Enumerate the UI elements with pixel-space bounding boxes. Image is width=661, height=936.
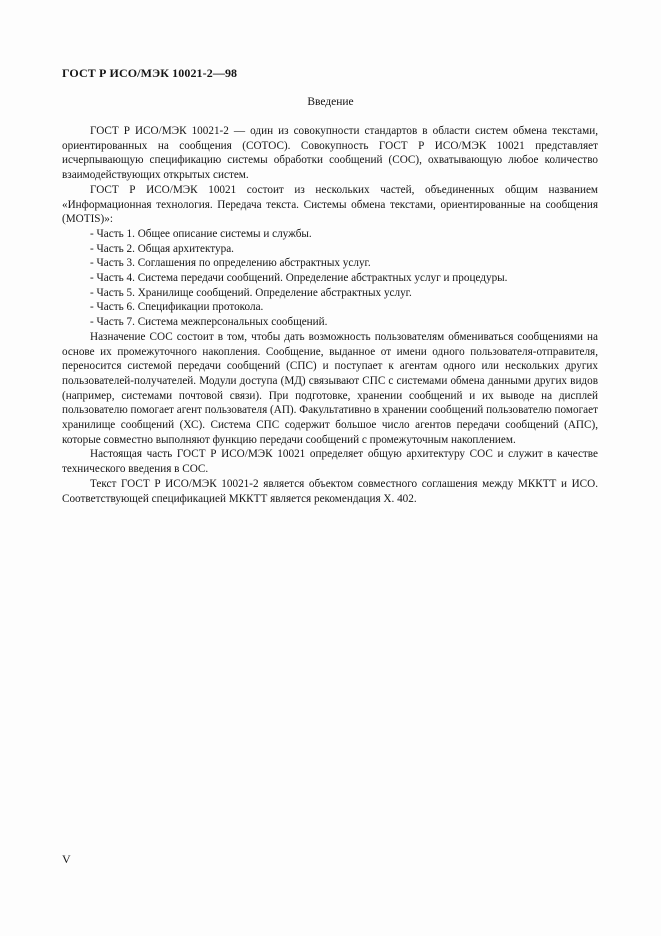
list-item: - Часть 4. Система передачи сообщений. Определение абстрактных услуг и процедуры. — [90, 272, 508, 285]
list-item: - Часть 7. Система межперсональных сообщений. — [90, 316, 328, 329]
paragraph-agreement: Текст ГОСТ Р ИСО/МЭК 10021-2 является объектом совместного соглашения между МККТТ и ИСО. Соответствующей спецификацией МККТТ является рекомендация X. 402. — [62, 477, 598, 505]
paragraph-intro: ГОСТ Р ИСО/МЭК 10021-2 — один из совокупности стандартов в области систем обмена текстами, ориентированных на сообщения (СОТОС). Совокупность ГОСТ Р ИСО/МЭК 10021 представляет исчерпывающую спецификацию системы обработки сообщений (СОС), охватывающую любое количество взаимодействующих открытых систем. — [62, 125, 598, 182]
paragraph-purpose: Назначение СОС состоит в том, чтобы дать возможность пользователям обмениваться сообщениями на основе их промежуточного накопления. Сообщение, выданное от имени одного пользователя-отправителя, переносится системой передачи сообщений (СПС) и поступает к агентам одного или нескольких других пользователей-получателей. Модули доступа (МД) связывают СПС с системами обмена данными других видов (например, системами почтовой связи). При подготовке, хранении сообщений и их выводе на дисплей пользователю помогает агент пользователя (АП). Факультативно в хранении сообщений пользователю помогает хранилище сообщений (ХС). Система СПС содержит большое число агентов передачи сообщений (АПС), которые совместно выполняют функцию передачи сообщений с промежуточным накоплением. — [62, 330, 598, 446]
list-item: - Часть 1. Общее описание системы и службы. — [90, 227, 312, 240]
list-item: - Часть 3. Соглашения по определению абстрактных услуг. — [90, 257, 371, 270]
document-header: ГОСТ Р ИСО/МЭК 10021-2—98 — [62, 66, 238, 80]
parts-list — [62, 227, 598, 330]
document-body — [62, 124, 598, 506]
paragraph-scope: Настоящая часть ГОСТ Р ИСО/МЭК 10021 определяет общую архитектуру СОС и служит в качестве технического введения в СОС. — [62, 448, 598, 476]
list-item: - Часть 2. Общая архитектура. — [90, 242, 234, 255]
paragraph-parts-intro: ГОСТ Р ИСО/МЭК 10021 состоит из нескольких частей, объединенных общим названием «Информационная технология. Передача текста. Системы обмена текстами, ориентированные на сообщения (MOTIS)»: — [62, 183, 598, 226]
section-title: Введение — [307, 96, 354, 108]
list-item: - Часть 5. Хранилище сообщений. Определение абстрактных услуг. — [90, 286, 412, 299]
page-number: V — [62, 852, 71, 866]
list-item: - Часть 6. Спецификации протокола. — [90, 301, 264, 314]
